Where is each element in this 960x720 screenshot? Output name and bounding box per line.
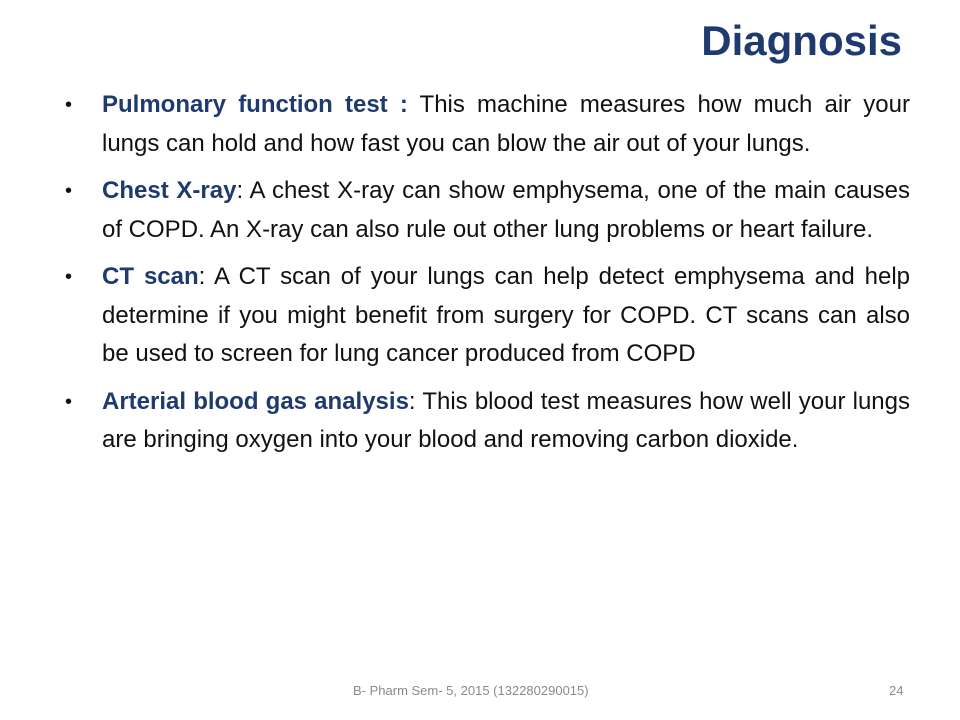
footer-text: B- Pharm Sem- 5, 2015 (132280290015)	[353, 683, 589, 698]
bullet-icon: •	[65, 390, 73, 413]
bullet-text: : A CT scan of your lungs can help detect emphysema and help determine if you might benefit from surgery for COPD. CT scans can also be used to screen for lung cancer produced from COPD	[102, 263, 910, 367]
bullet-list	[62, 86, 910, 469]
bullet-icon: •	[65, 266, 73, 288]
bullet-icon: •	[65, 94, 73, 116]
bullet-text: : A chest X-ray can show emphysema, one of the main causes of COPD. An X-ray can also rule out other lung problems or heart failure.	[102, 177, 910, 243]
bullet-text: : This blood test measures how well your lungs are bringing oxygen into your blood and removing carbon dioxide.	[102, 387, 910, 453]
bullet-item	[62, 172, 910, 249]
bullet-term: Pulmonary function test :	[102, 91, 408, 118]
page-number: 24	[889, 683, 904, 698]
slide-title: Diagnosis	[701, 17, 902, 64]
bullet-item	[62, 86, 910, 163]
bullet-text: This machine measures how much air your lungs can hold and how fast you can blow the air out of your lungs.	[102, 91, 910, 157]
bullet-term: Chest X-ray	[102, 177, 237, 204]
bullet-icon: •	[65, 180, 73, 202]
bullet-item	[62, 258, 910, 374]
bullet-term: Arterial blood gas analysis	[102, 387, 409, 415]
bullet-term: CT scan	[102, 263, 199, 290]
bullet-item	[62, 383, 910, 460]
